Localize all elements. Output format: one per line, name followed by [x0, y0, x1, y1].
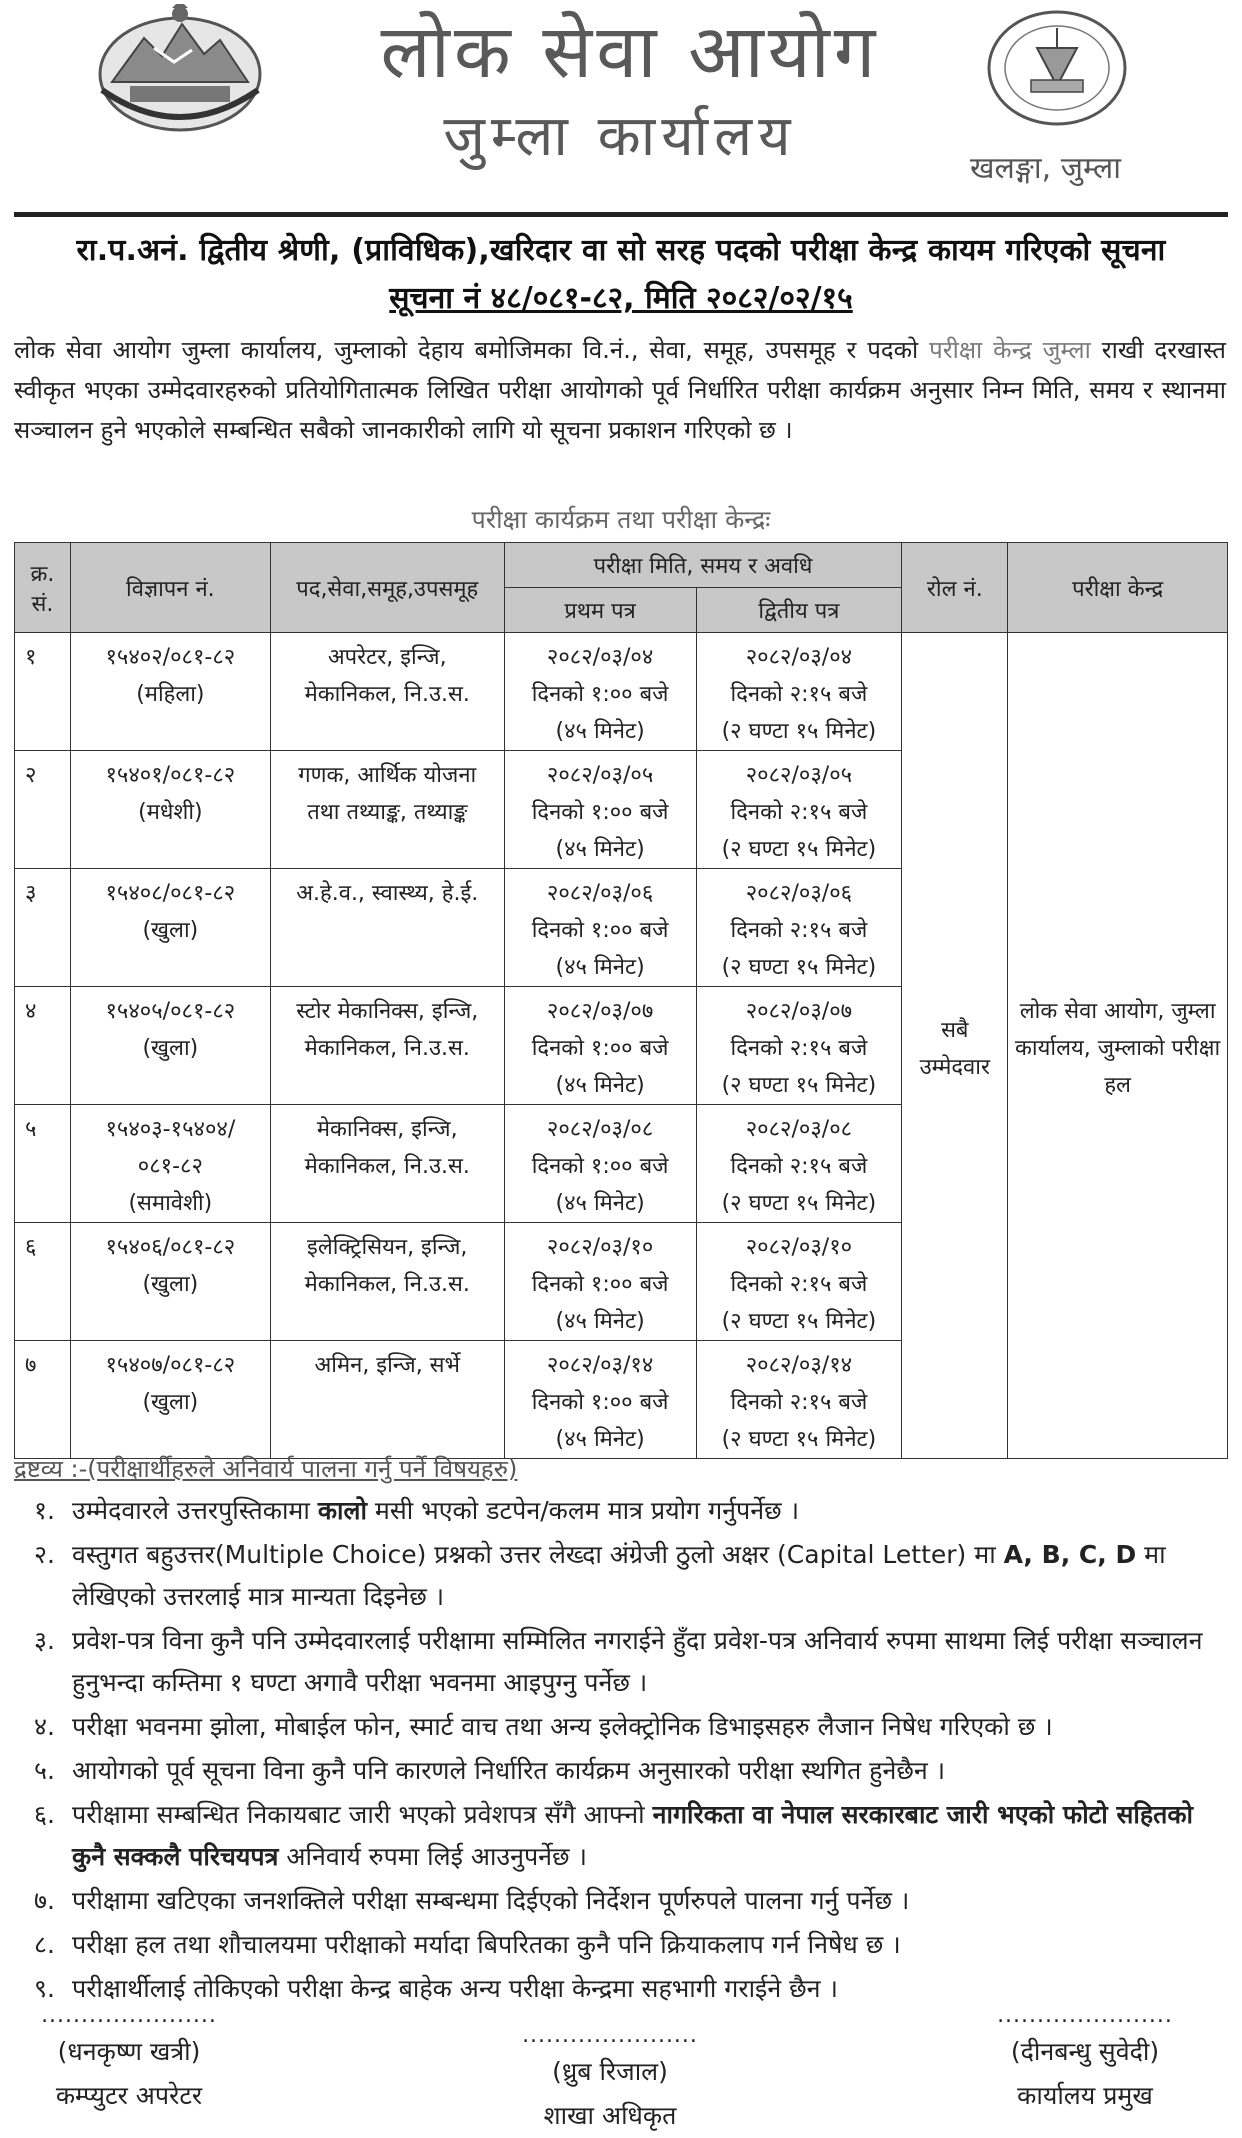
- table-row: [15, 633, 1228, 751]
- row-sn: ४: [15, 987, 71, 1105]
- row-ad: १५४०१/०८१-८२ (मधेशी): [70, 751, 270, 869]
- notice-reference-text: सूचना नं ४८/०८१-८२, मिति २०८२/०२/१५: [389, 281, 853, 316]
- signer-title-left: कम्प्युटर अपरेटर: [55, 2081, 203, 2110]
- psc-seal-icon: [985, 8, 1129, 128]
- row-sn: २: [15, 751, 71, 869]
- signer-name-middle: (ध्रुब रिजाल): [552, 2057, 668, 2086]
- signer-title-right: कार्यालय प्रमुख: [1017, 2081, 1153, 2110]
- row-sn: ५: [15, 1105, 71, 1223]
- note-item: ८. परीक्षा हल तथा शौचालयमा परीक्षाको मर्यादा बिपरितका कुनै पनि क्रियाकलाप गर्न निषेध छ ।: [34, 1930, 901, 1959]
- notice-title: रा.प.अनं. द्वितीय श्रेणी, (प्राविधिक),खरिदार वा सो सरह पदको परीक्षा केन्द्र कायम गरिएको सूचना: [76, 233, 1166, 268]
- row-post: अ.हे.व., स्वास्थ्य, हे.ई.: [270, 869, 504, 987]
- header-ad-no: विज्ञापन नं.: [70, 543, 270, 633]
- note-item: १. उम्मेदवारले उत्तरपुस्तिकामा कालो मसी भएको डटपेन/कलम मात्र प्रयोग गर्नुपर्नेछ ।: [34, 1496, 800, 1525]
- note-item: ६. परीक्षामा सम्बन्धित निकायबाट जारी भएको प्रवेशपत्र सँगै आफ्नो नागरिकता वा नेपाल सरकारबाट जारी भएको फोटो सहितको कुनै सक्कलै परिचयपत्र अनिवार्य रुपमा लिई आउनुपर्नेछ ।: [34, 1800, 1194, 1871]
- exam-schedule-table: [14, 542, 1228, 1459]
- nepal-emblem-icon: [92, 4, 268, 136]
- row-sn: १: [15, 633, 71, 751]
- intro-paragraph: [14, 330, 1226, 450]
- row-post: मेकानिक्स, इन्जि, मेकानिकल, नि.उ.स.: [270, 1105, 504, 1223]
- row-first-paper: २०८२/०३/०८ दिनको १:०० बजे (४५ मिनेट): [504, 1105, 696, 1223]
- row-first-paper: २०८२/०३/०६ दिनको १:०० बजे (४५ मिनेट): [504, 869, 696, 987]
- row-ad: १५४०७/०८१-८२ (खुला): [70, 1341, 270, 1459]
- header-second-paper: द्वितीय पत्र: [696, 588, 902, 633]
- row-second-paper: २०८२/०३/०७ दिनको २:१५ बजे (२ घण्टा १५ मिनेट): [696, 987, 902, 1105]
- schedule-caption: परीक्षा कार्यक्रम तथा परीक्षा केन्द्रः: [471, 505, 771, 534]
- header-roll-no: रोल नं.: [902, 543, 1008, 633]
- signature-left: ...................... (धनकृष्ण खत्री) कम्प्युटर अपरेटर: [14, 2002, 244, 2118]
- header-post: पद,सेवा,समूह,उपसमूह: [270, 543, 504, 633]
- note-item: ९. परीक्षार्थीलाई तोकिएको परीक्षा केन्द्र बाहेक अन्य परीक्षा केन्द्रमा सहभागी गराईने छैन ।: [34, 1974, 838, 2003]
- row-post: स्टोर मेकानिक्स, इन्जि, मेकानिकल, नि.उ.स.: [270, 987, 504, 1105]
- note-item: ७. परीक्षामा खटिएका जनशक्तिले परीक्षा सम्बन्धमा दिईएको निर्देशन पूर्णरुपले पालना गर्नु पर्नेछ ।: [34, 1886, 910, 1915]
- centre-cell: लोक सेवा आयोग, जुम्ला कार्यालय, जुम्लाको परीक्षा हल: [1008, 633, 1228, 1459]
- notice-reference: [14, 276, 1228, 317]
- row-post: अपरेटर, इन्जि, मेकानिकल, नि.उ.स.: [270, 633, 504, 751]
- note-item: २. वस्तुगत बहुउत्तर(Multiple Choice) प्रश्नको उत्तर लेख्दा अंग्रेजी ठुलो अक्षर (Capital Letter) मा A, B, C, D मा लेखिएको उत्तरलाई मात्र मान्यता दिइनेछ ।: [34, 1540, 1166, 1611]
- row-post: गणक, आर्थिक योजना तथा तथ्याङ्क, तथ्याङ्क: [270, 751, 504, 869]
- row-first-paper: २०८२/०३/१० दिनको १:०० बजे (४५ मिनेट): [504, 1223, 696, 1341]
- row-ad: १५४०३-१५४०४/ ०८१-८२ (समावेशी): [70, 1105, 270, 1223]
- header-first-paper: प्रथम पत्र: [504, 588, 696, 633]
- row-first-paper: २०८२/०३/०५ दिनको १:०० बजे (४५ मिनेट): [504, 751, 696, 869]
- row-post: इलेक्ट्रिसियन, इन्जि, मेकानिकल, नि.उ.स.: [270, 1223, 504, 1341]
- header-sn: क्र. सं.: [15, 543, 71, 633]
- intro-highlight: परीक्षा केन्द्र जुम्ला: [929, 336, 1091, 364]
- row-second-paper: २०८२/०३/१० दिनको २:१५ बजे (२ घण्टा १५ मिनेट): [696, 1223, 902, 1341]
- office-name: जुम्ला कार्यालय: [443, 104, 797, 169]
- notes-list: [34, 1490, 1224, 2012]
- notes-heading: द्रष्टव्य :-(परीक्षार्थीहरुले अनिवार्य पालना गर्नु पर्ने विषयहरु): [14, 1455, 518, 1483]
- row-second-paper: २०८२/०३/१४ दिनको २:१५ बजे (२ घण्टा १५ मिनेट): [696, 1341, 902, 1459]
- row-second-paper: २०८२/०३/०८ दिनको २:१५ बजे (२ घण्टा १५ मिनेट): [696, 1105, 902, 1223]
- note-item: ५. आयोगको पूर्व सूचना विना कुनै पनि कारणले निर्धारित कार्यक्रम अनुसारको परीक्षा स्थगित हुनेछैन ।: [34, 1756, 946, 1785]
- signature-middle: ...................... (ध्रुब रिजाल) शाखा अधिकृत: [500, 2022, 720, 2138]
- row-second-paper: २०८२/०३/०४ दिनको २:१५ बजे (२ घण्टा १५ मिनेट): [696, 633, 902, 751]
- row-post: अमिन, इन्जि, सर्भे: [270, 1341, 504, 1459]
- office-location: खलङ्गा, जुम्ला: [970, 151, 1121, 186]
- row-second-paper: २०८२/०३/०५ दिनको २:१५ बजे (२ घण्टा १५ मिनेट): [696, 751, 902, 869]
- letterhead: [0, 0, 1242, 210]
- row-ad: १५४०८/०८१-८२ (खुला): [70, 869, 270, 987]
- header-exam-datetime: परीक्षा मिति, समय र अवधि: [504, 543, 902, 588]
- row-sn: ७: [15, 1341, 71, 1459]
- note-item: ३. प्रवेश-पत्र विना कुनै पनि उम्मेदवारलाई परीक्षामा सम्मिलित नगराईने हुँदा प्रवेश-पत्र अनिवार्य रुपमा साथमा लिई परीक्षा सञ्चालन हुनुभन्दा कम्तिमा १ घण्टा अगावै परीक्षा भवनमा आइपुग्नु पर्नेछ ।: [34, 1626, 1203, 1697]
- row-sn: ३: [15, 869, 71, 987]
- row-ad: १५४०५/०८१-८२ (खुला): [70, 987, 270, 1105]
- intro-after: राखी दरखास्त स्वीकृत भएका उम्मेदवारहरुको प्रतियोगितात्मक लिखित परीक्षा आयोगको पूर्व निर्धारित परीक्षा कार्यक्रम अनुसार निम्न मिति, समय र स्थानमा सञ्चालन हुने भएकोले सम्बन्धित सबैको जानकारीको लागि यो सूचना प्रकाशन गरिएको छ ।: [14, 336, 1226, 444]
- row-first-paper: २०८२/०३/०७ दिनको १:०० बजे (४५ मिनेट): [504, 987, 696, 1105]
- header-divider: [14, 212, 1228, 217]
- signer-title-middle: शाखा अधिकृत: [543, 2101, 677, 2130]
- signer-name-left: (धनकृष्ण खत्री): [57, 2037, 201, 2066]
- header-centre: परीक्षा केन्द्र: [1008, 543, 1228, 633]
- intro-before: लोक सेवा आयोग जुम्ला कार्यालय, जुम्लाको देहाय बमोजिमका वि.नं., सेवा, समूह, उपसमूह र पदको: [14, 336, 919, 364]
- row-first-paper: २०८२/०३/०४ दिनको १:०० बजे (४५ मिनेट): [504, 633, 696, 751]
- row-ad: १५४०२/०८१-८२ (महिला): [70, 633, 270, 751]
- org-name: लोक सेवा आयोग: [380, 9, 880, 95]
- roll-all-cell: सबै उम्मेदवार: [902, 633, 1008, 1459]
- signature-right: ...................... (दीनबन्धु सुवेदी) कार्यालय प्रमुख: [960, 2002, 1210, 2118]
- row-first-paper: २०८२/०३/१४ दिनको १:०० बजे (४५ मिनेट): [504, 1341, 696, 1459]
- note-item: ४. परीक्षा भवनमा झोला, मोबाईल फोन, स्मार्ट वाच तथा अन्य इलेक्ट्रोनिक डिभाइसहरु लैजान निषेध गरिएको छ ।: [34, 1712, 1053, 1741]
- row-ad: १५४०६/०८१-८२ (खुला): [70, 1223, 270, 1341]
- row-second-paper: २०८२/०३/०६ दिनको २:१५ बजे (२ घण्टा १५ मिनेट): [696, 869, 902, 987]
- row-sn: ६: [15, 1223, 71, 1341]
- signer-name-right: (दीनबन्धु सुवेदी): [1010, 2037, 1160, 2066]
